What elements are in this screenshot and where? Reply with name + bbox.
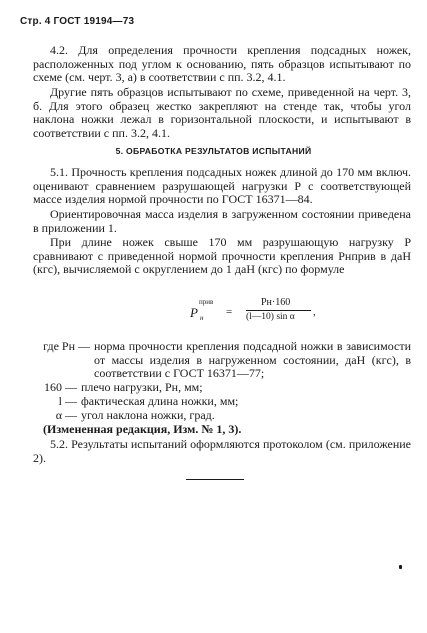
paragraph-5-1: 5.1. Прочность крепления подсадных ножек длиной до 170 мм включ. оценивают сравнением разрушающей нагрузки Р с соответствующей массе изделия нормой прочности по ГОСТ 16371—84. [33,165,411,207]
formula-lhs-superscript: прив [199,298,214,306]
formula-comma: , [313,306,316,318]
formula-numerator: Pн·160 [261,297,291,308]
definition-text: фактическая длина ножки, мм; [81,394,239,408]
load-formula [190,297,330,337]
definition-key: где Pн — [43,339,90,353]
paragraph-4-2: 4.2. Для определения прочности крепления подсадных ножек, расположенных под углом к основанию, пять образцов испытывают по схеме (см. черт. 3, а) в соответствии с пп. 3.2, 4.1. [33,43,411,85]
end-rule [186,479,244,480]
formula-equals: = [226,306,233,318]
amendment-note: (Измененная редакция, Изм. № 1, 3). [43,422,242,436]
formula-lhs-subscript: н [200,314,204,322]
definition-key: α — [55,408,77,422]
formula-lhs: P прив н [190,298,214,322]
paragraph-5-2: 5.2. Результаты испытаний оформляются протоколом (см. приложение 2). [33,437,411,465]
fraction-bar [246,310,311,311]
page-mark [399,565,402,569]
formula-denominator: (l—10) sin α [246,312,295,322]
definition-key: l — [58,394,77,408]
definition-text: угол наклона ножки, град. [81,408,215,422]
definition-text: норма прочности крепления подсадной ножки в зависимости от массы изделия в нагруженном состоянии, даН (кгс), в соответствии с ГОСТ 16371—77; [94,339,411,381]
definition-key: 160 — [44,380,77,394]
paragraph-4-2-continued: Другие пять образцов испытывают по схеме, приведенной на черт. 3, б. Для этого образец жестко закрепляют на стенде так, чтобы угол наклона ножки лежал в горизонтальной плоскости, и испытывают в соответствии с пп. 3.2, 4.1. [33,85,411,140]
paragraph-5-1-mass-note: Ориентировочная масса изделия в загруженном состоянии приведена в приложении 1. [33,207,411,235]
paragraph-5-1-long-legs: При длине ножек свыше 170 мм разрушающую нагрузку Р сравнивают с приведенной нормой прочности крепления Рнприв в даН (кгс), вычисляемой с округлением до 1 даН (кгс) по формуле [33,235,411,277]
section-5-title: 5. ОБРАБОТКА РЕЗУЛЬТАТОВ ИСПЫТАНИЙ [115,146,312,156]
definition-text: плечо нагрузки, Pн, мм; [81,380,203,394]
page-header: Стр. 4 ГОСТ 19194—73 [20,16,135,27]
